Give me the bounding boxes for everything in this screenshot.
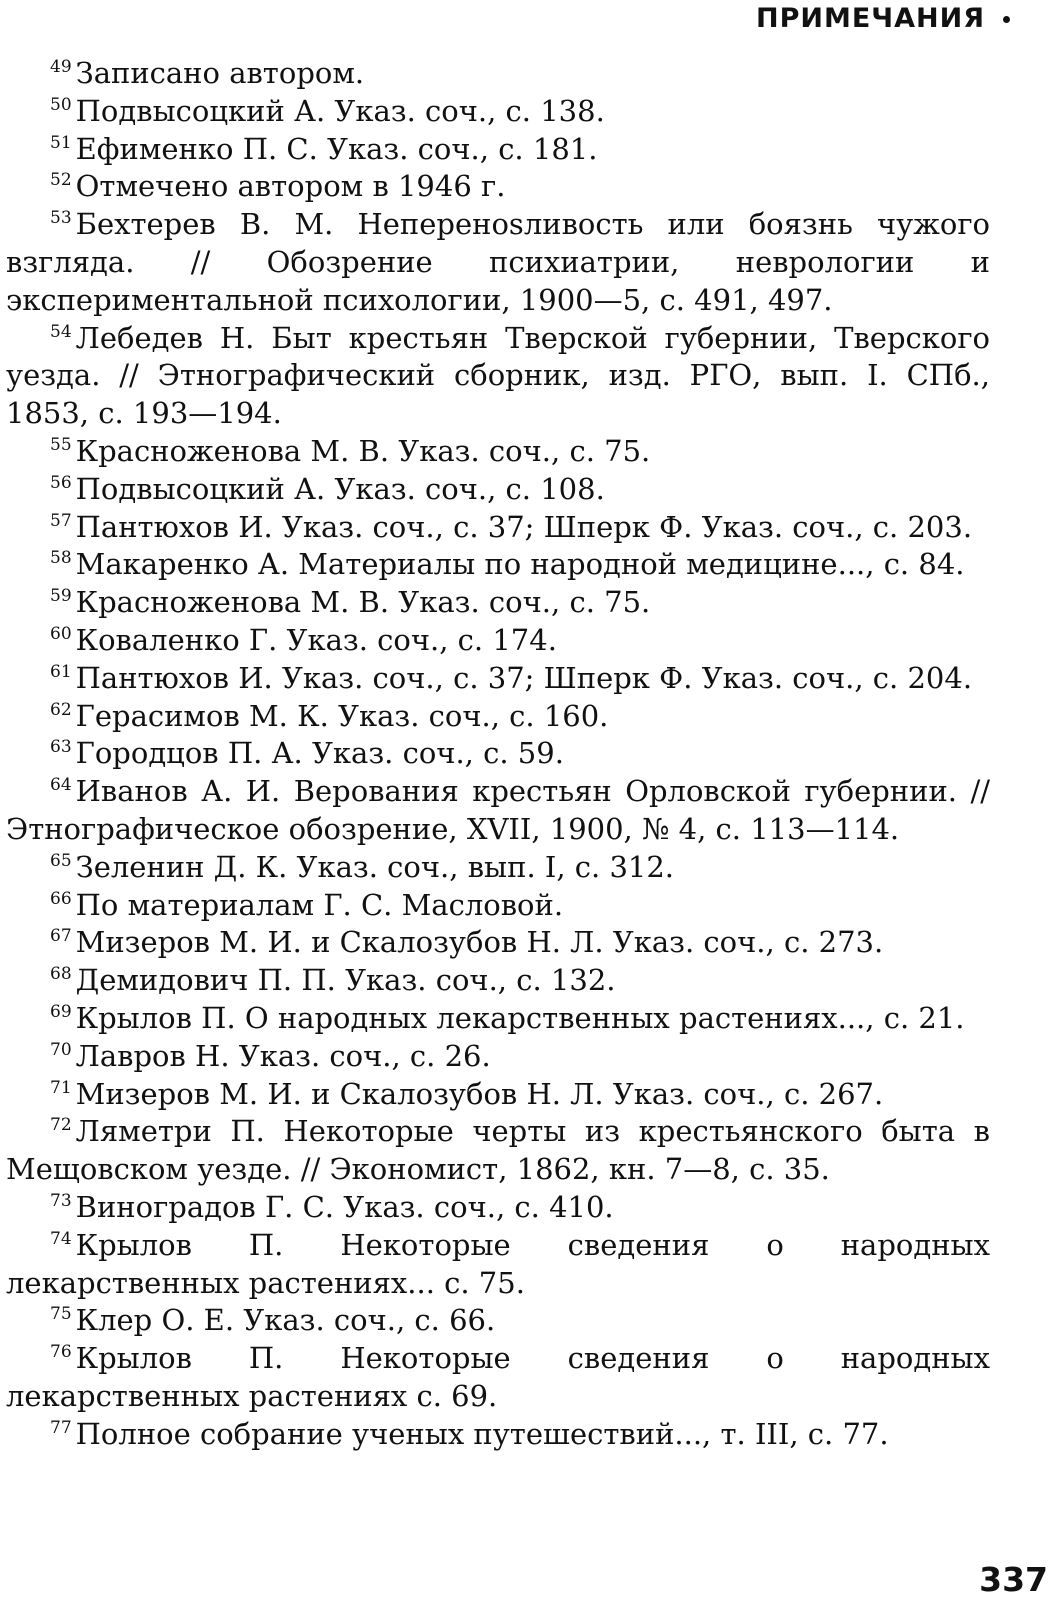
note-number: 59 (50, 586, 72, 607)
note-number: 58 (50, 548, 72, 569)
note-number: 77 (50, 1417, 72, 1438)
note-number: 70 (50, 1039, 72, 1060)
note-number: 62 (50, 699, 72, 720)
note-number: 53 (50, 208, 72, 229)
note-text: Крылов П. О народных лекарственных растениях..., с. 21. (75, 1000, 965, 1035)
note-number: 71 (50, 1077, 72, 1098)
note-number: 63 (50, 737, 72, 758)
note-number: 76 (50, 1342, 72, 1363)
note-65 (6, 849, 990, 887)
note-number: 52 (50, 170, 72, 191)
note-67 (6, 924, 990, 962)
note-number: 69 (50, 1001, 72, 1022)
note-text: Макаренко А. Материалы по народной медицине..., с. 84. (75, 547, 965, 582)
note-text: Ефименко П. С. Указ. соч., с. 181. (75, 131, 598, 166)
note-75 (6, 1302, 990, 1340)
note-72 (6, 1113, 990, 1189)
note-text: Иванов А. И. Верования крестьян Орловской губернии. // Этнографическое обозрение, XVII, 1900, № 4, с. 113—114. (6, 774, 990, 846)
note-text: Герасимов М. К. Указ. соч., с. 160. (75, 698, 609, 733)
note-number: 61 (50, 661, 72, 682)
note-77 (6, 1416, 990, 1454)
note-61 (6, 660, 990, 698)
notes-list (6, 55, 990, 1453)
note-text: Пантюхов И. Указ. соч., с. 37; Шперк Ф. Указ. соч., с. 204. (75, 660, 973, 695)
note-number: 75 (50, 1304, 72, 1325)
note-text: Виноградов Г. С. Указ. соч., с. 410. (75, 1189, 614, 1224)
page-number: 337 (979, 1560, 1048, 1599)
note-number: 66 (50, 888, 72, 909)
note-number: 49 (50, 57, 72, 77)
note-73 (6, 1189, 990, 1227)
note-number: 57 (50, 510, 72, 531)
note-text: Лавров Н. Указ. соч., с. 26. (75, 1038, 491, 1073)
note-number: 51 (50, 132, 72, 153)
note-63 (6, 735, 990, 773)
note-number: 64 (50, 775, 72, 796)
note-56 (6, 471, 990, 509)
note-59 (6, 584, 990, 622)
note-55 (6, 433, 990, 471)
running-title: ПРИМЕЧАНИЯ (756, 3, 985, 34)
note-57 (6, 509, 990, 547)
note-74 (6, 1227, 990, 1303)
note-76 (6, 1340, 990, 1416)
note-number: 54 (50, 321, 72, 342)
note-53 (6, 206, 990, 319)
note-52 (6, 168, 990, 206)
note-number: 55 (50, 434, 72, 455)
note-text: Городцов П. А. Указ. соч., с. 59. (75, 736, 564, 771)
note-49 (6, 55, 990, 93)
note-text: Демидович П. П. Указ. соч., с. 132. (75, 963, 616, 998)
note-text: Красноженова М. В. Указ. соч., с. 75. (75, 433, 651, 468)
note-60 (6, 622, 990, 660)
note-number: 72 (50, 1115, 72, 1136)
note-70 (6, 1038, 990, 1076)
note-64 (6, 773, 990, 849)
note-62 (6, 698, 990, 736)
note-text: Клер О. Е. Указ. соч., с. 66. (75, 1303, 496, 1338)
note-number: 73 (50, 1190, 72, 1211)
note-58 (6, 546, 990, 584)
note-number: 74 (50, 1228, 72, 1249)
note-text: Отмечено автором в 1946 г. (75, 169, 506, 204)
note-text: Мизеров М. И. и Скалозубов Н. Л. Указ. соч., с. 267. (75, 1076, 884, 1111)
note-text: Красноженова М. В. Указ. соч., с. 75. (75, 585, 651, 620)
note-number: 56 (50, 472, 72, 493)
note-text: Записано автором. (75, 56, 365, 90)
note-text: Пантюхов И. Указ. соч., с. 37; Шперк Ф. Указ. соч., с. 203. (75, 509, 973, 544)
note-66 (6, 887, 990, 925)
note-51 (6, 131, 990, 169)
note-68 (6, 962, 990, 1000)
running-head (756, 4, 1010, 34)
note-50 (6, 93, 990, 131)
note-number: 60 (50, 623, 72, 644)
note-number: 68 (50, 964, 72, 985)
note-text: Полное собрание ученых путешествий..., т. III, с. 77. (75, 1416, 889, 1451)
note-text: Подвысоцкий А. Указ. соч., с. 108. (75, 471, 605, 506)
note-text: Мизеров М. И. и Скалозубов Н. Л. Указ. соч., с. 273. (75, 925, 884, 960)
note-text: Коваленко Г. Указ. соч., с. 174. (75, 622, 557, 657)
note-number: 50 (50, 94, 72, 115)
note-text: Ляметри П. Некоторые черты из крестьянского быта в Мещовском уезде. // Экономист, 1862, кн. 7—8, с. 35. (6, 1114, 990, 1187)
note-text: По материалам Г. С. Масловой. (75, 887, 564, 922)
note-text: Бехтерев В. М. Неперенosливость или боязнь чужого взгляда. // Обозрение психиатрии, неврологии и экспериментальной психологии, 1900—5, с. 491, 497. (6, 207, 990, 317)
note-text: Крылов П. Некоторые сведения о народных лекарственных растениях... с. 75. (6, 1227, 990, 1300)
note-69 (6, 1000, 990, 1038)
note-54 (6, 320, 990, 433)
note-71 (6, 1076, 990, 1114)
bullet-dot-icon (1003, 16, 1010, 23)
note-text: Подвысоцкий А. Указ. соч., с. 138. (75, 93, 605, 128)
note-text: Зеленин Д. К. Указ. соч., вып. I, с. 312. (75, 849, 675, 884)
note-text: Лебедев Н. Быт крестьян Тверской губернии, Тверского уезда. // Этнографический сборник, изд. РГО, вып. I. СПб., 1853, с. 193—194. (6, 320, 990, 431)
note-number: 67 (50, 926, 72, 947)
note-number: 65 (50, 850, 72, 871)
note-text: Крылов П. Некоторые сведения о народных лекарственных растениях с. 69. (6, 1341, 990, 1413)
